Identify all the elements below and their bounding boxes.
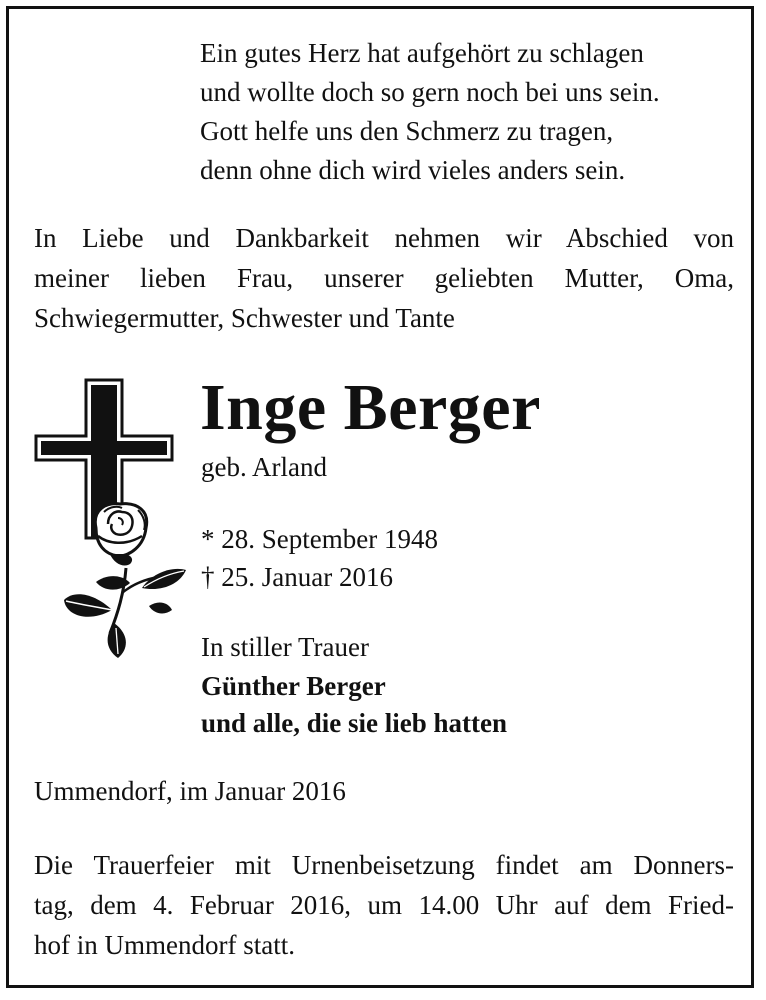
farewell-text [34, 218, 734, 338]
service-line: tag, dem 4. Februar 2016, um 14.00 Uhr auf dem Fried- [34, 890, 734, 920]
service-text [34, 845, 734, 965]
service-line: hof in Ummendorf statt. [34, 930, 295, 960]
place-date: Ummendorf, im Januar 2016 [34, 776, 346, 806]
farewell-line: meiner lieben Frau, unserer geliebten Mutter, Oma, [34, 263, 734, 293]
poem-line: und wollte doch so gern noch bei uns sein. [200, 77, 660, 107]
poem-line: Ein gutes Herz hat aufgehört zu schlagen [200, 38, 644, 68]
poem [200, 34, 740, 190]
poem-line: Gott helfe uns den Schmerz zu tragen, [200, 116, 614, 146]
death-date: † 25. Januar 2016 [201, 562, 393, 592]
farewell-line: In Liebe und Dankbarkeit nehmen wir Abschied von [34, 223, 734, 253]
service-line: Die Trauerfeier mit Urnenbeisetzung findet am Donners- [34, 850, 734, 880]
mourner-name: Günther Berger [201, 671, 386, 701]
deceased-name: Inge Berger [200, 371, 541, 444]
maiden-name: geb. Arland [201, 452, 327, 482]
poem-line: denn ohne dich wird vieles anders sein. [200, 155, 626, 185]
mourning-intro: In stiller Trauer [201, 632, 369, 662]
cross-with-rose-icon [34, 378, 194, 663]
mourner-others: und alle, die sie lieb hatten [201, 708, 508, 738]
birth-date: * 28. September 1948 [201, 524, 438, 554]
farewell-line: Schwiegermutter, Schwester und Tante [34, 303, 455, 333]
